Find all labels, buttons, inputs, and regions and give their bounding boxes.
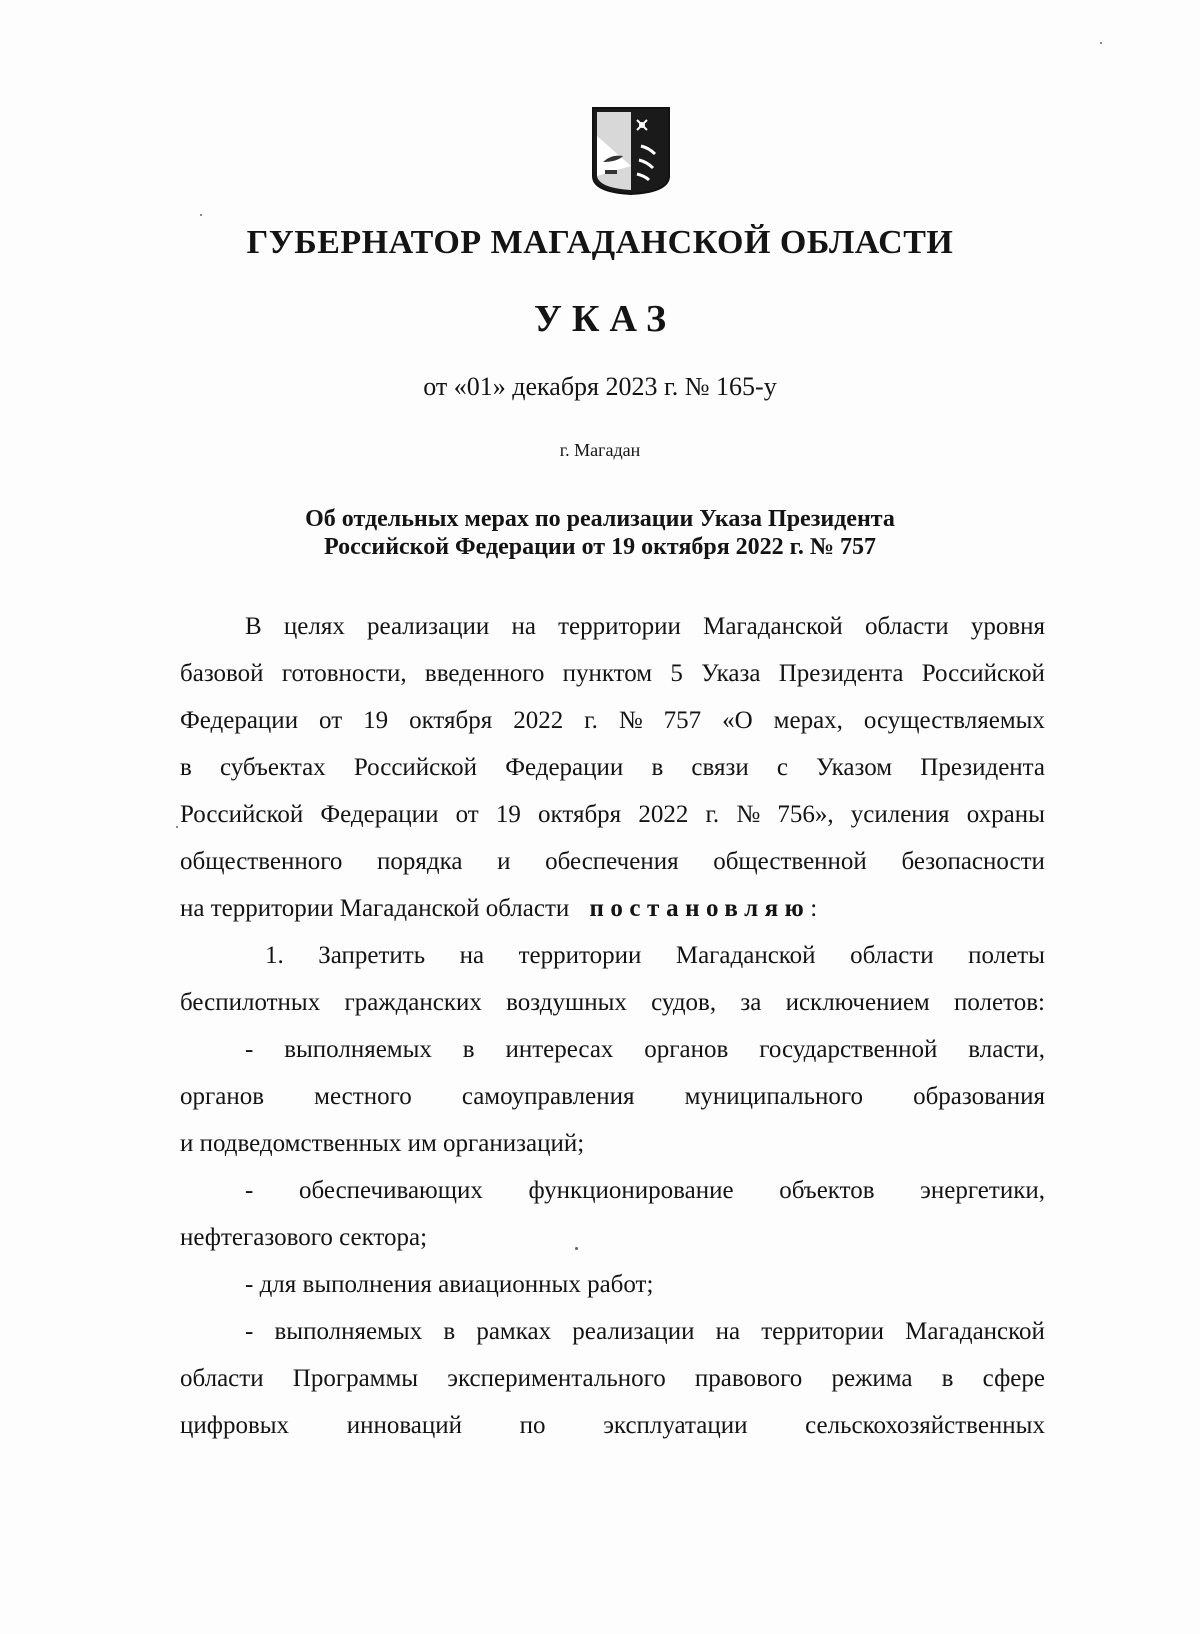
preamble-line	[180, 791, 1045, 838]
word: энергетики,	[920, 1177, 1045, 1204]
word: в	[651, 754, 664, 781]
word: территории	[518, 942, 642, 969]
word: полеты	[968, 942, 1045, 969]
word: г.	[584, 707, 598, 734]
word: Президента	[920, 754, 1045, 781]
word: общественной	[713, 848, 867, 875]
exception-line	[180, 1026, 1045, 1073]
item-1-line	[180, 932, 1045, 979]
word: 19	[363, 707, 389, 734]
coat-of-arms-icon	[591, 106, 671, 196]
word: Российской	[353, 754, 478, 781]
word: территории	[761, 1318, 885, 1345]
word: образования	[913, 1083, 1045, 1110]
scan-speck	[1100, 42, 1102, 44]
document-subject	[0, 505, 1200, 561]
word: субъектах	[219, 754, 326, 781]
word: введенного	[424, 660, 545, 687]
word: органов	[180, 1083, 265, 1110]
word: Указа	[701, 660, 761, 687]
word: самоуправления	[461, 1083, 635, 1110]
word: объектов	[779, 1177, 875, 1204]
exception-line	[180, 1167, 1045, 1214]
word: функционирование	[528, 1177, 734, 1204]
word: Магаданской	[703, 613, 843, 640]
exception-line	[180, 1308, 1045, 1355]
word: инноваций	[346, 1412, 463, 1439]
word: по	[519, 1412, 546, 1439]
word: гражданских	[344, 989, 482, 1016]
word: 1.	[265, 942, 284, 969]
word: территории	[558, 613, 681, 640]
word: на	[459, 942, 485, 969]
word: Указом	[816, 754, 893, 781]
word: Федерации	[320, 801, 439, 828]
word: базовой	[180, 660, 264, 687]
scan-speck	[575, 1247, 578, 1250]
word: полетов:	[954, 989, 1045, 1016]
subject-line-2: Российской Федерации от 19 октября 2022 г. № 757	[324, 534, 876, 560]
word: В	[245, 613, 262, 640]
word: в	[180, 754, 192, 781]
word: -	[245, 1177, 254, 1204]
word: интересах	[505, 1036, 614, 1063]
word: от	[319, 707, 343, 734]
word: от	[455, 801, 479, 828]
word: в	[443, 1318, 456, 1345]
word: порядка	[376, 848, 463, 875]
coat-of-arms-emblem	[591, 106, 671, 196]
word: выполняемых	[274, 1318, 423, 1345]
document-body	[180, 603, 1045, 1449]
word: области	[865, 613, 949, 640]
word: 757	[663, 707, 702, 734]
word: области	[180, 1365, 264, 1392]
word: «О	[722, 707, 753, 734]
preamble-line	[180, 744, 1045, 791]
scan-speck	[200, 214, 202, 216]
word: Российской	[921, 660, 1045, 687]
word: 19	[495, 801, 521, 828]
word: охраны	[966, 801, 1045, 828]
word: Магаданской	[675, 942, 816, 969]
word: рамках	[476, 1318, 552, 1345]
word: общественного	[180, 848, 343, 875]
word: обеспечивающих	[298, 1177, 483, 1204]
document-city: г. Магадан	[559, 440, 641, 460]
word: за	[740, 989, 762, 1016]
word: Запретить	[318, 942, 426, 969]
word: 2022	[513, 707, 564, 734]
word: цифровых	[180, 1412, 290, 1439]
document-date-number: от «01» декабря 2023 г. № 165-у	[423, 372, 777, 401]
word: -	[245, 1318, 254, 1345]
word: муниципального	[684, 1083, 863, 1110]
word: мерах,	[773, 707, 843, 734]
word: местного	[314, 1083, 412, 1110]
word: реализации	[572, 1318, 695, 1345]
word: 756»,	[777, 801, 834, 828]
word: уровня	[970, 613, 1045, 640]
word: экспериментального	[447, 1365, 666, 1392]
word: Президента	[778, 660, 904, 687]
word: исключением	[785, 989, 930, 1016]
word: Магаданской	[905, 1318, 1045, 1345]
word: воздушных	[506, 989, 627, 1016]
word: сельскохозяйственных	[805, 1412, 1045, 1439]
word: №	[618, 707, 643, 734]
word: судов,	[651, 989, 717, 1016]
item-1-line	[180, 979, 1045, 1026]
word: беспилотных	[180, 989, 321, 1016]
word: 5	[670, 660, 683, 687]
word: обеспечения	[545, 848, 679, 875]
word: осуществляемых	[863, 707, 1045, 734]
word: реализации	[367, 613, 490, 640]
exception-line	[180, 1073, 1045, 1120]
word: пунктом	[562, 660, 653, 687]
exception-line: - для выполнения авиационных работ;	[245, 1271, 654, 1298]
word: 2022	[638, 801, 689, 828]
preamble-line	[180, 603, 1045, 650]
decree-word: постановляю	[589, 895, 811, 922]
word: режима	[831, 1365, 913, 1392]
word: Федерации	[505, 754, 624, 781]
word: -	[245, 1036, 254, 1063]
word: сфере	[982, 1365, 1045, 1392]
preamble-line	[180, 650, 1045, 697]
document-type: УКАЗ	[534, 298, 676, 340]
preamble-line	[180, 838, 1045, 885]
word: власти,	[968, 1036, 1045, 1063]
word: в	[941, 1365, 954, 1392]
exception-line: и подведомственных им организаций;	[180, 1130, 585, 1157]
preamble-last-line-start: на территории Магаданской области	[180, 895, 570, 922]
word: октября	[538, 801, 622, 828]
issuer-title: ГУБЕРНАТОР МАГАДАНСКОЙ ОБЛАСТИ	[246, 224, 954, 261]
word: безопасности	[901, 848, 1045, 875]
word: Программы	[292, 1365, 419, 1392]
preamble-line	[180, 697, 1045, 744]
word: на	[511, 613, 536, 640]
word: целях	[283, 613, 345, 640]
word: №	[736, 801, 761, 828]
word: связи	[691, 754, 749, 781]
word: органов	[644, 1036, 729, 1063]
scan-speck	[176, 826, 178, 828]
word: правового	[694, 1365, 803, 1392]
word: усиления	[850, 801, 950, 828]
word: области	[850, 942, 934, 969]
word: выполняемых	[284, 1036, 432, 1063]
word: г.	[705, 801, 720, 828]
exception-line	[180, 1402, 1045, 1449]
word: готовности,	[281, 660, 407, 687]
word: октября	[409, 707, 493, 734]
exception-line: нефтегазового сектора;	[180, 1224, 428, 1251]
word: на	[715, 1318, 741, 1345]
word: Федерации	[180, 707, 299, 734]
word: эксплуатации	[603, 1412, 748, 1439]
decree-colon: :	[810, 895, 818, 922]
exception-line	[180, 1355, 1045, 1402]
word: Российской	[180, 801, 304, 828]
preamble-last-line	[180, 885, 1045, 932]
word: в	[462, 1036, 475, 1063]
word: с	[776, 754, 788, 781]
subject-line-1: Об отдельных мерах по реализации Указа Президента	[305, 506, 895, 532]
word: государственной	[759, 1036, 938, 1063]
word: и	[497, 848, 511, 875]
